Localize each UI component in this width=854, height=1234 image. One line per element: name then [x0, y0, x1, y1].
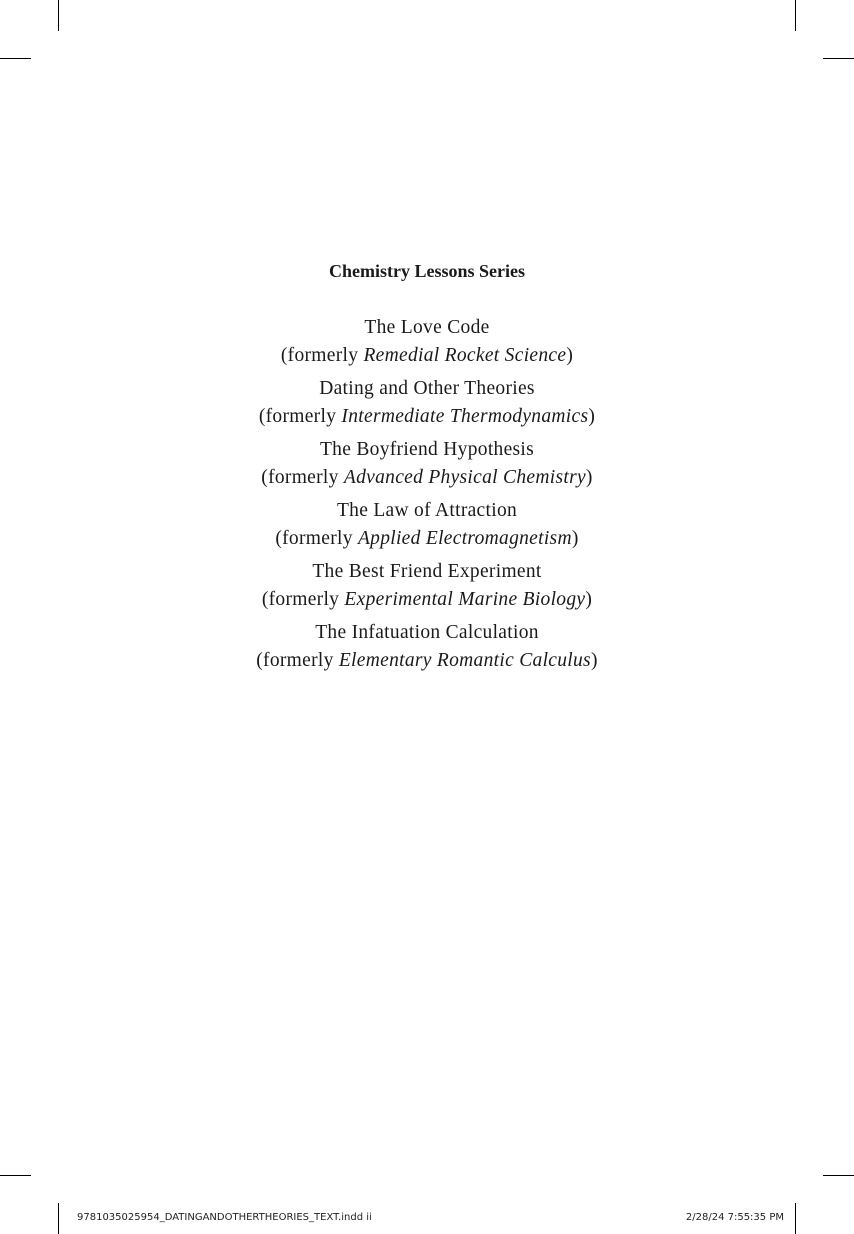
slug-timestamp: 2/28/24 7:55:35 PM — [685, 1212, 784, 1223]
former-title-line — [0, 342, 854, 370]
book-entry-3 — [0, 436, 854, 492]
book-title: The Love Code — [364, 317, 490, 338]
crop-mark-top-left — [58, 0, 59, 31]
book-title: Dating and Other Theories — [319, 378, 535, 399]
series-page — [0, 258, 854, 680]
former-title: Applied Electromagnetism — [357, 528, 572, 549]
former-suffix: ) — [588, 406, 596, 427]
crop-mark-bottom-left-h — [0, 1175, 31, 1176]
slug-filename: 9781035025954_DATINGANDOTHERTHEORIES_TEXT.indd ii — [77, 1212, 372, 1223]
former-title: Advanced Physical Chemistry — [343, 467, 586, 488]
book-entry-6 — [0, 619, 854, 675]
crop-mark-bottom-right — [795, 1203, 796, 1234]
former-suffix: ) — [585, 589, 593, 610]
book-title: The Best Friend Experiment — [312, 561, 542, 582]
former-suffix: ) — [585, 467, 593, 488]
book-entry-4 — [0, 497, 854, 553]
former-prefix: (formerly — [261, 467, 344, 488]
crop-mark-bottom-right-h — [823, 1175, 854, 1176]
book-entry-2 — [0, 375, 854, 431]
series-title: Chemistry Lessons Series — [329, 261, 525, 281]
crop-mark-top-right — [795, 0, 796, 31]
former-title: Remedial Rocket Science — [363, 345, 567, 366]
crop-mark-top-right-h — [823, 58, 854, 59]
former-prefix: (formerly — [258, 406, 342, 427]
former-prefix: (formerly — [280, 345, 364, 366]
crop-mark-bottom-left — [58, 1203, 59, 1234]
book-entry-1 — [0, 314, 854, 370]
former-title: Experimental Marine Biology — [344, 589, 586, 610]
book-title: The Infatuation Calculation — [315, 622, 539, 643]
former-title-line — [0, 525, 854, 553]
crop-mark-top-left-h — [0, 58, 31, 59]
book-title: The Law of Attraction — [336, 500, 518, 521]
former-title-line — [0, 464, 854, 492]
former-suffix: ) — [571, 528, 579, 549]
former-title-line — [0, 647, 854, 675]
former-title-line — [0, 586, 854, 614]
former-title-line — [0, 403, 854, 431]
former-suffix: ) — [566, 345, 574, 366]
former-prefix: (formerly — [256, 650, 339, 671]
former-prefix: (formerly — [275, 528, 358, 549]
former-title: Intermediate Thermodynamics — [341, 406, 589, 427]
former-suffix: ) — [590, 650, 598, 671]
former-title: Elementary Romantic Calculus — [338, 650, 591, 671]
book-title: The Boyfriend Hypothesis — [319, 439, 535, 460]
former-prefix: (formerly — [261, 589, 345, 610]
book-entry-5 — [0, 558, 854, 614]
